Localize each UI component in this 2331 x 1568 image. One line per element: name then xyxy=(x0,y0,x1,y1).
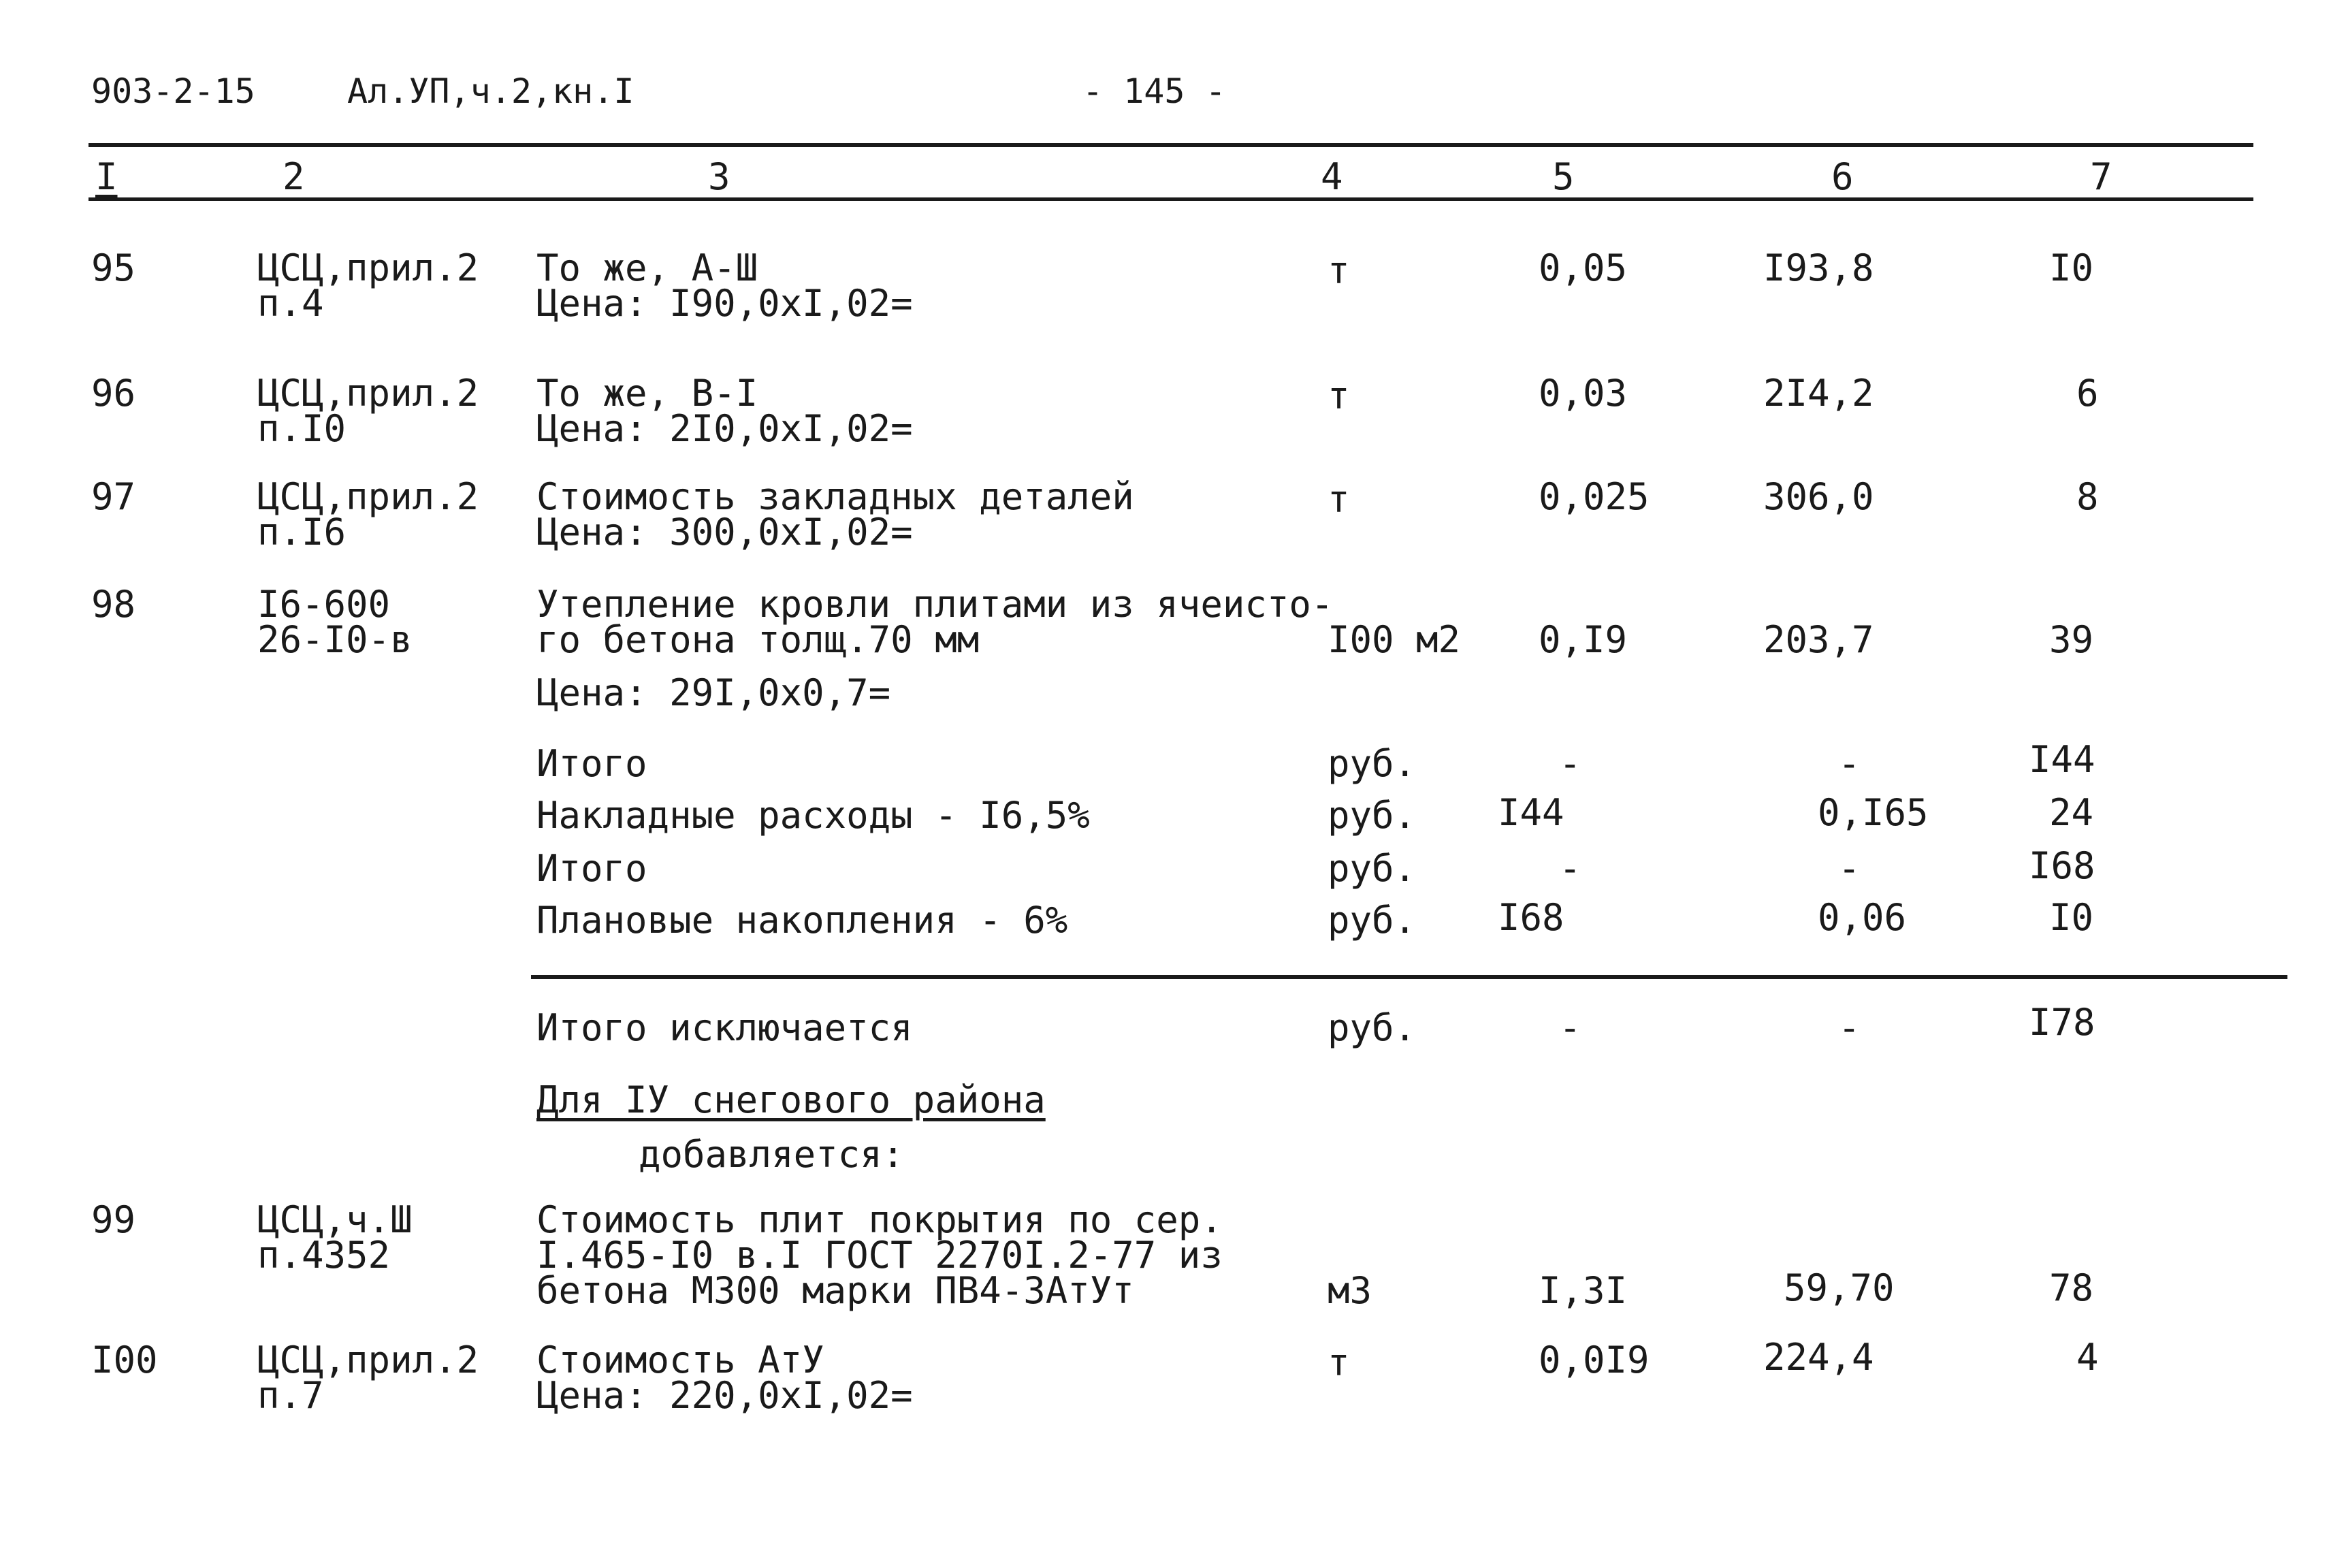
row-qty: 0,025 xyxy=(1539,475,1650,518)
header-rule xyxy=(89,197,2253,201)
summary-label: Плановые накопления - 6% xyxy=(536,899,1068,942)
row-price: 224,4 xyxy=(1763,1336,1874,1379)
row-ref: I6-600 xyxy=(257,583,391,626)
summary-total: I0 xyxy=(2049,896,2094,939)
row-ref: ЦСЦ,ч.Ш xyxy=(257,1198,413,1241)
row-ref: ЦСЦ,прил.2 xyxy=(257,1339,479,1381)
col-header-3: 3 xyxy=(708,155,730,198)
row-price-formula: Цена: 300,0xI,02= xyxy=(536,511,913,554)
row-unit: т xyxy=(1328,249,1350,292)
row-price: 203,7 xyxy=(1763,618,1874,661)
row-qty: 0,05 xyxy=(1539,246,1628,289)
row-no: I00 xyxy=(91,1339,158,1381)
summary-label: Итого xyxy=(536,847,647,890)
page-number: - 145 - xyxy=(1082,71,1226,111)
row-unit: т xyxy=(1328,478,1350,521)
row-price: 59,70 xyxy=(1784,1266,1895,1309)
summary-total: 24 xyxy=(2049,791,2094,834)
row-ref-item: 26-I0-в xyxy=(257,618,413,661)
row-ref-item: п.I6 xyxy=(257,511,347,554)
row-ref-item: п.I0 xyxy=(257,407,347,450)
col-header-2: 2 xyxy=(283,155,305,198)
summary-base: I44 xyxy=(1498,791,1564,834)
row-total: 8 xyxy=(2076,475,2099,518)
row-price: 2I4,2 xyxy=(1763,372,1874,415)
summary-rate: - xyxy=(1838,742,1861,785)
row-total: 4 xyxy=(2076,1336,2099,1379)
col-header-7: 7 xyxy=(2090,155,2112,198)
row-desc: Стоимость АтУ xyxy=(536,1339,824,1381)
row-price: 306,0 xyxy=(1763,475,1874,518)
row-qty: I,3I xyxy=(1539,1269,1628,1312)
row-desc-cont: бетона М300 марки ПВ4-3АтУт xyxy=(536,1269,1134,1312)
row-no: 97 xyxy=(91,475,136,518)
row-ref: ЦСЦ,прил.2 xyxy=(257,246,479,289)
summary-total: I68 xyxy=(2029,844,2095,887)
excluded-unit: руб. xyxy=(1328,1006,1417,1049)
row-desc: То же, А-Ш xyxy=(536,246,758,289)
row-no: 99 xyxy=(91,1198,136,1241)
album-ref: Ал.УП,ч.2,кн.I xyxy=(347,71,634,111)
row-desc-cont: го бетона толщ.70 мм xyxy=(536,618,980,661)
row-no: 96 xyxy=(91,372,136,415)
excluded-rate: - xyxy=(1838,1006,1861,1049)
row-total: 6 xyxy=(2076,372,2099,415)
row-price-formula: Цена: 2I0,0xI,02= xyxy=(536,407,913,450)
top-rule xyxy=(89,143,2253,147)
row-ref-item: п.7 xyxy=(257,1374,324,1417)
row-price-formula: Цена: 29I,0x0,7= xyxy=(536,671,891,714)
section-title: Для IУ снегового района xyxy=(536,1078,1046,1121)
doc-code: 903-2-15 xyxy=(91,71,255,111)
row-total: I0 xyxy=(2049,246,2094,289)
row-desc: Стоимость закладных деталей xyxy=(536,475,1134,518)
row-ref-item: п.4 xyxy=(257,282,324,325)
row-unit: м3 xyxy=(1328,1269,1372,1312)
summary-label: Итого xyxy=(536,742,647,785)
row-qty: 0,0I9 xyxy=(1539,1339,1650,1381)
summary-rate: 0,I65 xyxy=(1818,791,1929,834)
row-desc: Утепление кровли плитами из ячеисто- xyxy=(536,583,1334,626)
row-price: I93,8 xyxy=(1763,246,1874,289)
summary-unit: руб. xyxy=(1328,847,1417,890)
summary-unit: руб. xyxy=(1328,794,1417,837)
row-no: 95 xyxy=(91,246,136,289)
row-ref-item: п.4352 xyxy=(257,1234,391,1277)
summary-base: - xyxy=(1559,847,1581,890)
row-qty: 0,03 xyxy=(1539,372,1628,415)
row-price-formula: Цена: I90,0xI,02= xyxy=(536,282,913,325)
summary-label: Накладные расходы - I6,5% xyxy=(536,794,1090,837)
summary-base: I68 xyxy=(1498,896,1564,939)
row-desc: То же, В-I xyxy=(536,372,758,415)
total-rule xyxy=(531,975,2287,979)
row-ref: ЦСЦ,прил.2 xyxy=(257,372,479,415)
row-total: 39 xyxy=(2049,618,2094,661)
row-desc: Стоимость плит покрытия по сер. xyxy=(536,1198,1223,1241)
summary-unit: руб. xyxy=(1328,742,1417,785)
summary-total: I44 xyxy=(2029,738,2095,781)
section-subtitle: добавляется: xyxy=(639,1133,905,1176)
excluded-base: - xyxy=(1559,1006,1581,1049)
col-header-6: 6 xyxy=(1831,155,1854,198)
col-header-4: 4 xyxy=(1321,155,1343,198)
summary-unit: руб. xyxy=(1328,899,1417,942)
row-no: 98 xyxy=(91,583,136,626)
row-unit: I00 м2 xyxy=(1328,618,1461,661)
row-unit: т xyxy=(1328,1341,1350,1384)
row-total: 78 xyxy=(2049,1266,2094,1309)
row-ref: ЦСЦ,прил.2 xyxy=(257,475,479,518)
summary-rate: - xyxy=(1838,847,1861,890)
col-header-5: 5 xyxy=(1552,155,1575,198)
row-price-formula: Цена: 220,0xI,02= xyxy=(536,1374,913,1417)
row-desc-cont: I.465-I0 в.I ГОСТ 2270I.2-77 из xyxy=(536,1234,1223,1277)
excluded-label: Итого исключается xyxy=(536,1006,913,1049)
row-qty: 0,I9 xyxy=(1539,618,1628,661)
col-header-1: I xyxy=(95,155,118,198)
summary-base: - xyxy=(1559,742,1581,785)
excluded-total: I78 xyxy=(2029,1001,2095,1044)
row-unit: т xyxy=(1328,374,1350,417)
summary-rate: 0,06 xyxy=(1818,896,1907,939)
